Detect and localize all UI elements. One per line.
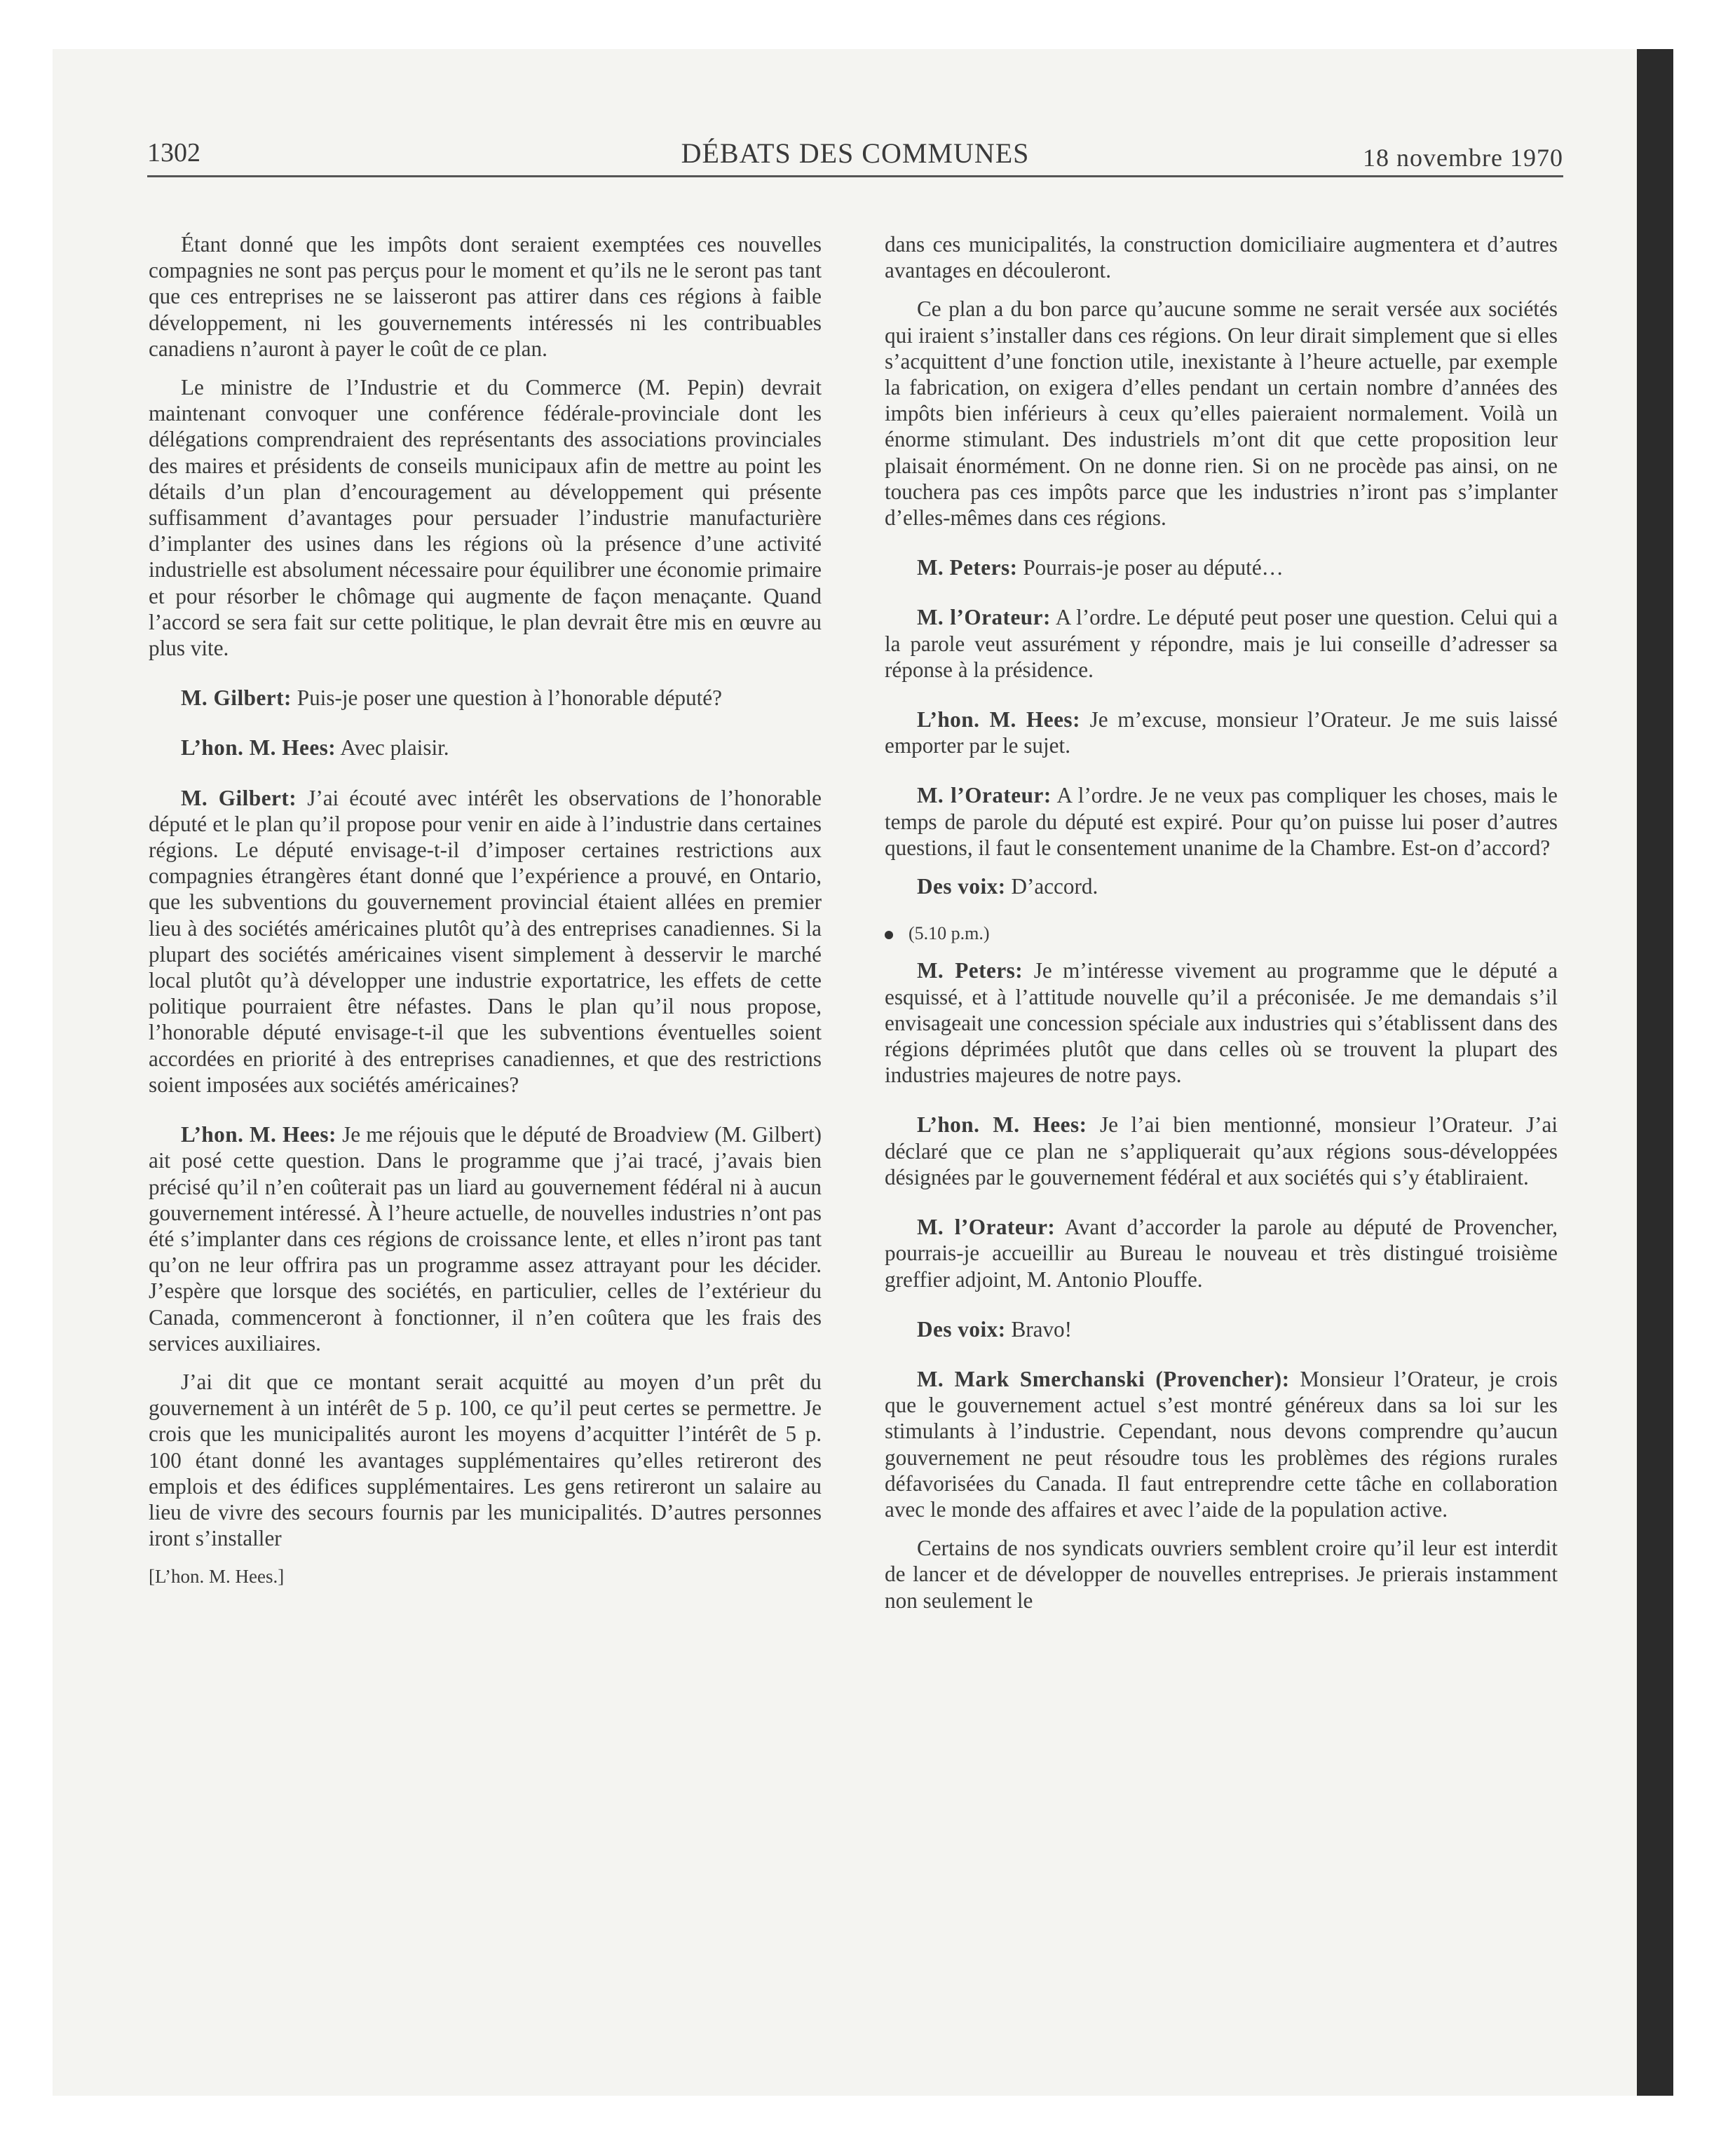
speech [885, 604, 1558, 683]
speech-text: J’ai écouté avec intérêt les observations de l’honorable député et le plan qu’il propose pour venir en aide à l’industrie dans certaines régions. Le député envisage-t-il d’imposer certaines restrictions aux compagnies étrangères étant donné que l’expérience a prouvé, en Ontario, que les subventions du gouvernement provincial étaient allées en premier lieu à des sociétés américaines plutôt qu’à des entreprises canadiennes. Si la plupart des sociétés américaines visent simplement à desservir le marché local plutôt qu’à développer une industrie exportatrice, les effets de cette politique pourraient être néfastes. Dans le plan qu’il nous propose, l’honorable député envisage-t-il que les subventions éventuelles soient accordées en priorité à des entreprises canadiennes, et que des restrictions soient imposées aux sociétés américaines? [149, 785, 822, 1097]
paragraph: J’ai dit que ce montant serait acquitté au moyen d’un prêt du gouvernement à un intérêt de 5 p. 100, ce qu’il peut certes se permettre. Je crois que les municipalités auront les moyens d’acquitter l’intérêt de 5 p. 100 étant donné les avantages supplémentaires qu’elles retireront des emplois et des édifices supplémentaires. Les gens retireront un salaire au lieu de vivre des secours fournis par les municipalités. D’autres personnes iront s’installer [149, 1369, 822, 1551]
speech [149, 735, 822, 760]
time-text: (5.10 p.m.) [909, 923, 990, 944]
speech-text: Puis-je poser une question à l’honorable député? [297, 685, 722, 711]
speaker-reference: [L’hon. M. Hees.] [149, 1566, 285, 1588]
page-number: 1302 [147, 138, 200, 168]
paragraph: Ce plan a du bon parce qu’aucune somme ne serait versée aux sociétés qui iraient s’installer dans ces régions. On leur dirait simplement que si elles s’acquittent d’une fonction utile, inexistante à l’heure actuelle, par exemple la fabrication, on exigera d’elles pendant un certain nombre d’années des impôts bien inférieurs à ceux qu’elles paieraient normalement. Voilà un énorme stimulant. Des industriels m’ont dit que cette proposition leur plaisait énormément. On ne donne rien. Si on ne procède pas ainsi, on ne touchera pas ces impôts parce que les industries n’iront pas s’implanter d’elles-mêmes dans ces régions. [885, 296, 1558, 531]
right-column [885, 231, 1558, 1626]
speech [885, 873, 1558, 899]
paragraph: Certains de nos syndicats ouvriers semblent croire qu’il leur est interdit de lancer et de développer de nouvelles entreprises. Je prierais instamment non seulement le [885, 1536, 1558, 1613]
speech [885, 554, 1558, 580]
speech [149, 1121, 822, 1356]
speech-text: Je l’ai bien mentionné, monsieur l’Orateur. J’ai déclaré que ce plan ne s’appliquerait qu’aux régions sous-développées désignées par le gouvernement fédéral et aux sociétés qui s’y établiraient. [885, 1112, 1558, 1189]
speech-text: Je m’intéresse vivement au programme que le député a esquissé, et à l’attitude nouvelle qu’il a préconisée. Je me demandais s’il envisageait une concession spéciale aux industries qui s’établissent dans des régions déprimées plutôt que dans celles où se trouvent la plupart des industries majeures de notre pays. [885, 958, 1558, 1088]
left-column [149, 231, 822, 1603]
speech-text: A l’ordre. Le député peut poser une question. Celui qui a la parole veut assurément y répondre, mais je lui conseille d’adresser sa réponse à la présidence. [885, 605, 1558, 682]
speaker-name: L’hon. M. Hees: [181, 1122, 336, 1147]
page-header [147, 132, 1563, 177]
speaker-name: M. Gilbert: [181, 685, 292, 711]
speaker-name: Des voix: [917, 1316, 1006, 1342]
speech [885, 1214, 1558, 1292]
speech [885, 782, 1558, 861]
speech [885, 1316, 1558, 1342]
time-marker [885, 920, 1558, 946]
speech-text: A l’ordre. Je ne veux pas compliquer les choses, mais le temps de parole du député est expiré. Pour qu’on puisse lui poser d’autres questions, il faut le consentement unanime de la Chambre. Est-on d’accord? [885, 783, 1558, 860]
speaker-name: L’hon. M. Hees: [917, 1112, 1087, 1138]
speech-text: Pourrais-je poser au député… [1023, 555, 1284, 580]
header-date: 18 novembre 1970 [1363, 144, 1563, 172]
speech [149, 785, 822, 1098]
speech-text: Monsieur l’Orateur, je crois que le gouvernement actuel s’est montré généreux dans sa loi sur les stimulants à l’industrie. Cependant, nous devons comprendre qu’aucun gouvernement ne peut résoudre tous les problèmes des régions rurales défavorisées du Canada. Il faut entreprendre cette tâche en collaboration avec le monde des affaires et avec l’aide de la population active. [885, 1366, 1558, 1522]
speaker-name: M. l’Orateur: [917, 1215, 1056, 1240]
speaker-name: L’hon. M. Hees: [181, 735, 336, 760]
speech-text: Je m’excuse, monsieur l’Orateur. Je me suis laissé emporter par le sujet. [885, 707, 1558, 758]
speaker-name: M. Peters: [917, 555, 1018, 580]
speech-text: Bravo! [1011, 1316, 1073, 1342]
speech [885, 957, 1558, 1088]
paragraph: Le ministre de l’Industrie et du Commerce (M. Pepin) devrait maintenant convoquer une conférence fédérale-provinciale dont les délégations comprendraient des représentants des associations provinciales des maires et présidents de conseils municipaux afin de mettre au point les détails d’un plan d’encouragement au développement qui présente suffisamment d’avantages pour persuader l’industrie manufacturière d’implanter des usines dans les régions où la présence d’une activité industrielle est absolument nécessaire pour équilibrer une économie primaire et pour résorber le chômage qui augmente de façon menaçante. Quand l’accord se sera fait sur cette politique, le plan devrait être mis en œuvre au plus vite. [149, 375, 822, 661]
speaker-name: M. l’Orateur: [917, 783, 1052, 808]
speech-text: Avant d’accorder la parole au député de Provencher, pourrais-je accueillir au Bureau le nouveau et très distingué troisième greffier adjoint, M. Antonio Plouffe. [885, 1215, 1558, 1292]
publication-title: DÉBATS DES COMMUNES [681, 137, 1030, 169]
speech-text: Je me réjouis que le député de Broadview (M. Gilbert) ait posé cette question. Dans le programme que j’ai tracé, j’avais bien précisé qu’il n’en coûterait pas un liard au gouvernement fédéral ni à aucun gouvernement intéressé. À l’heure actuelle, de nouvelles industries n’ont pas été s’implanter dans ces régions de croissance lente, et elles n’iront pas tant qu’on ne leur offrira pas un programme assez attrayant pour les décider. J’espère que lorsque des sociétés, en particulier, celles de l’extérieur du Canada, commenceront à fonctionner, il n’en coûtera que les frais des services auxiliaires. [149, 1122, 822, 1356]
speaker-name: L’hon. M. Hees: [917, 707, 1080, 732]
speaker-name: M. Peters: [917, 958, 1023, 983]
speech-text: D’accord. [1011, 874, 1098, 899]
paragraph: Étant donné que les impôts dont seraient exemptées ces nouvelles compagnies ne sont pas perçus pour le moment et qu’ils ne le seront pas tant que ces entreprises ne se laisseront pas attirer dans ces régions à faible développement, ni les gouvernements intéressés ni les contribuables canadiens n’auront à payer le coût de ce plan. [149, 232, 822, 361]
speaker-name: M. Mark Smerchanski (Provencher): [917, 1366, 1290, 1391]
speech [885, 1366, 1558, 1522]
speech [885, 707, 1558, 758]
bullet-icon [885, 931, 893, 939]
speech [149, 685, 822, 711]
speaker-name: M. Gilbert: [181, 785, 297, 810]
paragraph: dans ces municipalités, la construction domiciliaire augmentera et d’autres avantages en découleront. [885, 232, 1558, 283]
speech-text: Avec plaisir. [340, 735, 449, 760]
speaker-name: Des voix: [917, 874, 1006, 899]
scan-edge-shadow [1637, 49, 1673, 2096]
speech [885, 1112, 1558, 1190]
speaker-name: M. l’Orateur: [917, 605, 1051, 630]
